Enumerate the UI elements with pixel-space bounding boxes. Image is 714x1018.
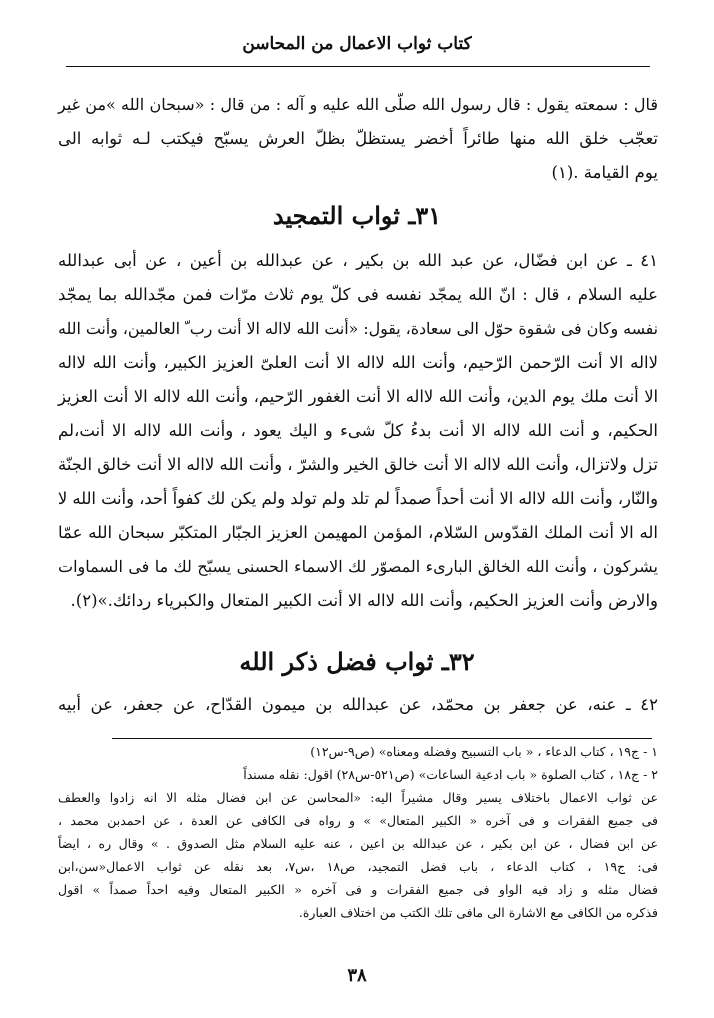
body-line: تعجّب خلق الله منها طائراً أخضر يستظلّ بظلّ العرش يسبّح فيكتب لـه ثوابه الى xyxy=(58,129,658,148)
footnote-line: ٢ - ج١٨ ، كتاب الصلوة « باب ادعية الساعات» (ص٥٢١-س٢٨) اقول: نقله مسنداً xyxy=(243,767,658,782)
running-header: كتاب ثواب الاعمال من المحاسن xyxy=(242,34,472,54)
footnote-line: عن ابن فضال ، عن ابن بكير ، عن عبدالله بن اعين ، عنه عليه السلام مثل الصدوق . » وقال ره ، ايضاً xyxy=(58,836,658,851)
hadith-41-line: عليه السلام ، قال : انّ الله يمجّد نفسه فى كلّ يوم ثلاث مرّات فمن مجّدالله بما يمجّد xyxy=(58,285,658,304)
footnote-line: فضال مثله و زاد فيه الواو فى جميع الفقرات و فى آخره « الكبير المتعال وفيه احداً صمداً » اقول xyxy=(58,882,658,897)
section-31-title: ٣١ـ ثواب التمجيد xyxy=(272,201,442,230)
footnote-line: ١ - ج١٩ ، كتاب الدعاء ، « باب التسبيح وفضله ومعناه» (ص٩-س١٢) xyxy=(310,744,658,759)
body-line: قال : سمعته يقول : قال رسول الله صلّى الله عليه و آله : من قال : «سبحان الله »من غير xyxy=(58,95,659,114)
hadith-41-line: الا أنت ملك يوم الدين، وأنت الله لااله الا أنت الغفور الرّحيم، وأنت الله لااله الا أنت العزيز xyxy=(58,387,658,406)
hadith-41-line: ٤١ ـ عن ابن فضّال، عن عبد الله بن بكير ، عن عبدالله بن أعين ، عن أبى عبدالله xyxy=(58,251,658,270)
footnote-line: فذكره من الكافى مع الاشارة الى مافى تلك الكتب من اختلاف العبارة. xyxy=(298,905,658,920)
hadith-41-line: الحكيم، و أنت الله لااله الا أنت بدءُ كلّ شىء و اليك يعود ، وأنت الله لااله الا أنت،لم xyxy=(58,421,658,440)
page-number: ٣٨ xyxy=(347,965,367,986)
hadith-41-line: يشركون ، وأنت الله الخالق البارىء المصوّر لك الاسماء الحسنى يسبّح لك ما فى السماوات xyxy=(58,557,658,576)
hadith-41-line: تزل ولاتزال، وأنت الله لااله الا أنت خالق الخير والشرّ ، وأنت الله لااله الا أنت خالق الجنّة xyxy=(57,455,658,474)
body-line: يوم القيامة .(١) xyxy=(551,163,658,182)
footnote-rule xyxy=(112,738,652,739)
hadith-41-line: والنّار، وأنت الله لااله الا أنت أحداً صمداً لم تلد ولم تولد ولم يكن لك كفواً أحد، وأنت الله لا xyxy=(57,489,658,508)
hadith-41-line: اله الا أنت الملك القدّوس السّلام، المؤمن المهيمن العزيز الجبّار المتكبّر سبحان الله عمّا xyxy=(58,523,658,542)
hadith-42-line: ٤٢ ـ عنه، عن جعفر بن محمّد، عن عبدالله بن ميمون القدّاح، عن جعفر، عن أبيه xyxy=(58,695,658,714)
section-32-title: ٣٢ـ ثواب فضل ذكر الله xyxy=(239,647,475,676)
footnote-line: فى جميع الفقرات و فى آخره « الكبير المتعال» » و رواه فى الكافى عن العدة ، عن احمدبن محمد ، xyxy=(58,813,658,828)
footnote-line: فى: ج١٩ ، كتاب الدعاء ، باب فضل التمجيد، ص١٨ ،س٧، بعد نقله عن ثواب الاعمال«سن،ابن xyxy=(58,859,658,874)
footnote-line: عن ثواب الاعمال باختلاف يسير وقال مشيراً اليه: «المحاسن عن ابن فضال مثله الا انه زادوا والعطف xyxy=(58,790,658,805)
hadith-41-line: لااله الا أنت الرّحمن الرّحيم، وأنت الله لااله الا أنت العلىّ العزيز الكبير، وأنت الله لااله xyxy=(58,353,658,372)
hadith-41-line: نفسه وكان فى شقوة حوّل الى سعادة، يقول: «أنت الله لااله الا أنت رب ّ العالمين، وأنت الله xyxy=(58,319,658,338)
hadith-41-line: والارض وأنت العزيز الحكيم، وأنت الله لااله الا أنت الكبير المتعال والكبرياء ردائك.»(٢). xyxy=(70,591,658,610)
